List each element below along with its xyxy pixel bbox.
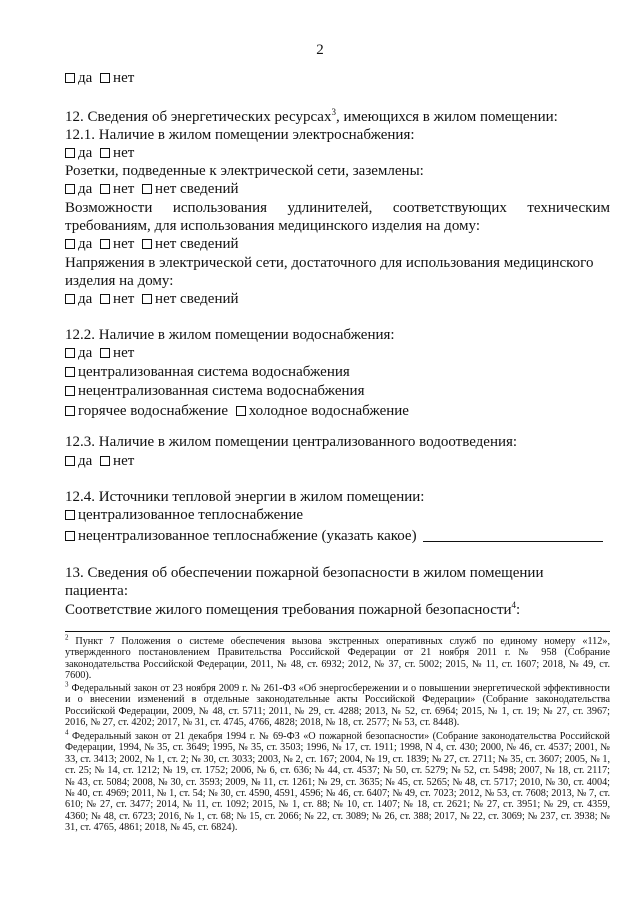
fire-safety-compliance: Соответствие жилого помещения требования пожарной безопасности$^4$: [65,600,521,618]
checkbox-no[interactable] [100,294,110,304]
footnote-divider [65,631,610,632]
checkbox-no[interactable] [100,239,110,249]
checkbox-yes[interactable] [65,148,75,158]
checkbox-no[interactable] [100,456,110,466]
footnote-ref-3: 3 [331,107,336,117]
checkbox-no[interactable] [100,184,110,194]
checkbox-no[interactable] [100,148,110,158]
noncentral-water-option: нецентрализованная система водоснабжения [65,382,364,400]
checkbox-central-water[interactable] [65,367,75,377]
specify-heat-input[interactable] [423,529,603,542]
extenders-label-line1: Возможности использования удлинителей, соответствующих техническим [65,200,610,216]
voltage-label-line1: Напряжения в электрической сети, достаточного для использования медицинского [65,255,594,271]
voltage-label-line2: изделия на дому: [65,273,174,289]
yes-label: да [78,70,93,86]
checkbox-noncentral-heat[interactable] [65,531,75,541]
footnote-3: $^3$ Федеральный закон от 23 ноября 2009 г. № 261-ФЗ «Об энергосбережении и о повышении энергетической эффективности и о внесении изменений в отдельные законодательные акты Российской Федерации» (Собрание законодательства Российской Федерации, 2009, № 48, ст. 5711; 2011, № 29, ст. 4288; 2013, № 52, ст. 6964; 2015, № 1, ст. 19; № 27, ст. 3967; 2016, № 27, ст. 4202; 2017, № 31, ст. 4745, 4766, 4828; 2018, № 18, ст. 2577; № 53, ст. 8448). [65,680,610,729]
drainage-options: да нет [65,452,134,470]
noncentral-heat-option: нецентрализованное теплоснабжение (указать какое) [65,527,603,545]
water-options: да нет [65,344,134,362]
checkbox-yes[interactable] [65,239,75,249]
central-heat-option: централизованное теплоснабжение [65,506,303,524]
section-12-2-title: 12.2. Наличие в жилом помещении водоснабжения: [65,327,395,343]
section-13-title-line1: 13. Сведения об обеспечении пожарной безопасности в жилом помещении [65,565,544,581]
section-12-3-title: 12.3. Наличие в жилом помещении централизованного водоотведения: [65,434,518,450]
checkbox-cold-water[interactable] [236,406,246,416]
checkbox-yes[interactable] [65,73,75,83]
top-yes-no-options [65,69,134,87]
checkbox-no[interactable] [100,73,110,83]
footnote-4: $^4$ Федеральный закон от 21 декабря 1994 г. № 69-ФЗ «О пожарной безопасности» (Собрание законодательства Российской Федерации, 1994, № 35, ст. 3649; 1995, № 35, ст. 3503; 1996, № 17, ст. 1911; 1998, N 4, ст. 430; 2000, № 46, ст. 4537; 2001, № 33, ст. 3413; 2002, № 1, ст. 2; № 30, ст. 3033; 2003, № 2, ст. 167; 2004, № 19, ст. 1839; № 27, ст. 2711; № 35, ст. 3607; 2005, № 1, ст. 25; № 14, ст. 1212; № 19, ст. 1752; 2006, № 6, ст. 636; № 44, ст. 4537; № 50, ст. 5279; № 52, ст. 5498; 2007, № 18, ст. 2117; № 43, ст. 5084; 2008, № 30, ст. 3593; 2009, № 11, ст. 1261; № 29, ст. 3635; № 45, ст. 5265; № 48, ст. 5717; 2010, № 30, ст. 4004; № 40, ст. 4969; 2011, № 1, ст. 54; № 30, ст. 4590, 4591, 4596; № 46, ст. 6407; № 49, ст. 7023; 2012, № 53, ст. 7608; 2013, № 7, ст. 610; № 27, ст. 3477; 2014, № 11, ст. 1092; 2015, № 1, ст. 88; № 10, ст. 1407; № 18, ст. 2621; № 27, ст. 3951; № 29, ст. 4359, 4360; № 48, ст. 6723; 2016, № 1, ст. 68; № 15, ст. 2066; № 22, ст. 3089; № 26, ст. 388; 2017, № 22, ст. 3069; № 237, ст. 3938; № 31, ст. 4765, 4861; 2018, № 45, ст. 6824). [65,728,610,834]
checkbox-yes[interactable] [65,294,75,304]
sockets-grounded-label: Розетки, подведенные к электрической сети, заземлены: [65,163,424,179]
no-label: нет [113,70,135,86]
checkbox-yes[interactable] [65,348,75,358]
checkbox-no-data[interactable] [142,184,152,194]
checkbox-noncentral-water[interactable] [65,386,75,396]
checkbox-yes[interactable] [65,184,75,194]
checkbox-no-data[interactable] [142,239,152,249]
electricity-options: да нет [65,144,134,162]
hot-cold-water-options: горячее водоснабжение холодное водоснабжение [65,402,409,420]
section-12-1-title: 12.1. Наличие в жилом помещении электроснабжения: [65,127,415,143]
section-12-title: 12. Сведения об энергетических ресурсах$^3$, имеющихся в жилом помещении: [65,107,558,125]
section-12-4-title: 12.4. Источники тепловой энергии в жилом помещении: [65,489,425,505]
extenders-options: да нет нет сведений [65,235,239,253]
central-water-option: централизованная система водоснабжения [65,363,350,381]
footnote-ref-4: 4 [511,600,517,610]
extenders-label-line2: требованиям, для использования медицинского изделия на дому: [65,218,480,234]
voltage-options: да нет нет сведений [65,290,239,308]
checkbox-no-data[interactable] [142,294,152,304]
section-13-title-line2: пациента: [65,583,128,599]
checkbox-yes[interactable] [65,456,75,466]
sockets-options: да нет нет сведений [65,180,239,198]
checkbox-no[interactable] [100,348,110,358]
footnote-2: $^2$ Пункт 7 Положения о системе обеспечения вызова экстренных оперативных служб по единому номеру «112», утвержденного постановлением Правительства Российской Федерации от 21 ноября 2011 г. № 958 (Собрание законодательства Российской Федерации, 2011, № 48, ст. 6932; 2012, № 37, ст. 5002; 2015, № 11, ст. 1607; 2018, № 49, ст. 7600). [65,633,610,682]
checkbox-central-heat[interactable] [65,510,75,520]
page-number: 2 [316,42,324,58]
checkbox-hot-water[interactable] [65,406,75,416]
